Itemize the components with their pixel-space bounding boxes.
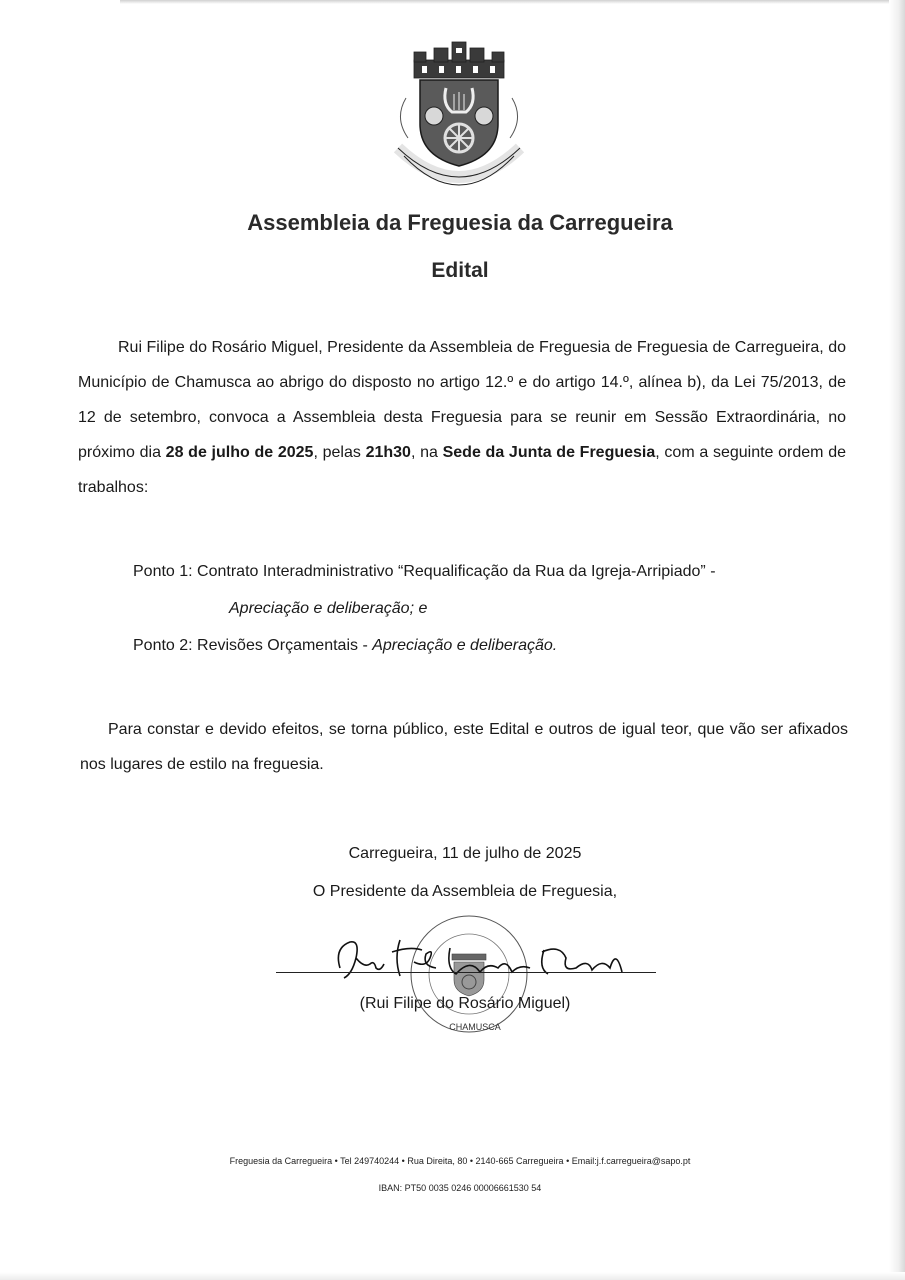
document-subtitle: Edital (431, 259, 489, 282)
scan-edge-right (889, 0, 905, 1280)
scan-edge-top (120, 0, 905, 4)
document-title: Assembleia da Freguesia da Carregueira (247, 210, 673, 235)
intro-text-3: , na (410, 444, 443, 461)
scan-edge-bottom (0, 1272, 905, 1280)
agenda-point-2-label: Ponto 2: Revisões Orçamentais - (133, 637, 373, 654)
intro-paragraph (78, 330, 846, 505)
intro-text-2: , pelas (313, 444, 366, 461)
stamp-caption: CHAMUSCA (449, 1022, 501, 1032)
closing-paragraph: Para constar e devido efeitos, se torna público, este Edital e outros de igual teor, que vão ser afixados nos lugares de estilo na freguesia. (80, 721, 848, 773)
signatory-role: O Presidente da Assembleia de Freguesia, (312, 883, 618, 900)
meeting-place: Sede da Junta de Freguesia (442, 444, 656, 461)
footer-iban: IBAN: PT50 0035 0246 00006661530 54 (378, 1183, 542, 1193)
agenda-point-1: Ponto 1: Contrato Interadministrativo “Requalificação da Rua da Igreja-Arripiado” - (133, 563, 716, 580)
meeting-date: 28 de julho de 2025 (165, 444, 314, 461)
coat-of-arms-emblem (384, 38, 534, 196)
intro-text-1: Rui Filipe do Rosário Miguel, Presidente da Assembleia de Freguesia de Freguesia de Carregueira, do Município de Chamusca ao abrigo do disposto no artigo 12.º e do artigo 14.º, alínea b), da Lei 75/2013, de 12 de setembro, convoca a Assembleia desta Freguesia para se reunir em Sessão Extraordinária, no próximo dia (78, 339, 846, 461)
signatory-name: (Rui Filipe do Rosário Miguel) (359, 995, 571, 1012)
place-and-date: Carregueira, 11 de julho de 2025 (348, 845, 582, 862)
signature-line (276, 972, 656, 973)
agenda-point-1-action: Apreciação e deliberação; e (229, 600, 428, 617)
intro-text-4: , com a seguinte ordem de trabalhos: (78, 444, 847, 496)
handwritten-signature (330, 928, 640, 988)
meeting-time: 21h30 (365, 444, 411, 461)
agenda-point-2 (133, 637, 557, 655)
footer-contact: Freguesia da Carregueira • Tel 249740244 • Rua Direita, 80 • 2140-665 Carregueira • Email:j.f.carregueira@sapo.pt (229, 1156, 691, 1166)
agenda-point-2-action: Apreciação e deliberação. (372, 637, 558, 654)
